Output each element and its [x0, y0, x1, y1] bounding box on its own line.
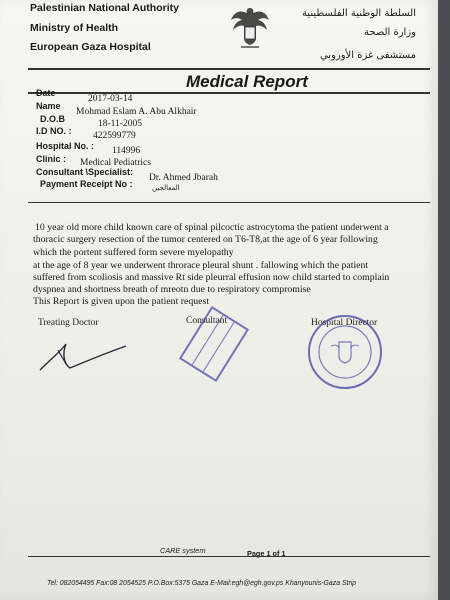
hospital-director-label: Hospital Director — [311, 318, 378, 328]
body-line-4: at the age of 8 year we underwent throrace pleural shunt . fallowing which the patient — [33, 260, 369, 271]
doctor-signature-icon — [32, 330, 132, 380]
body-line-3: which the portent suffered form severe myelopathy — [33, 247, 234, 258]
hospital-en: European Gaza Hospital — [30, 41, 151, 53]
body-line-5: suffered from scoliosis and massive Rt side pleurral effusion now child started to complain — [33, 272, 390, 283]
ministry-ar: وزارة الصحة — [364, 27, 416, 38]
authority-en: Palestinian National Authority — [30, 2, 179, 14]
field-value-id: 422599779 — [93, 131, 136, 141]
field-label-hospital-no: Hospital No. : — [36, 141, 94, 151]
field-label-id: I.D NO. : — [36, 126, 72, 136]
authority-ar: السلطة الوطنية الفلسطينية — [301, 8, 416, 19]
field-label-consultant: Consultant \Specialist: — [36, 167, 134, 177]
hospital-stamp-icon — [305, 312, 385, 392]
field-label-dob: D.O.B — [40, 114, 66, 124]
field-value-hospital-no: 114996 — [112, 146, 141, 156]
field-value-name: Mohmad Eslam A. Abu Alkhair — [76, 107, 197, 117]
treating-doctor-label: Treating Doctor — [38, 318, 99, 328]
field-label-payment: Payment Receipt No : — [40, 179, 133, 189]
body-line-2: thoracic surgery resection of the tumor centered on T6-T8,at the age of 6 year following — [33, 234, 378, 245]
field-label-name: Name — [36, 101, 61, 111]
field-value-date: 2017-03-14 — [88, 94, 133, 104]
fields-rule — [28, 202, 430, 203]
consultant-label: Consultant — [186, 316, 228, 326]
field-label-clinic: Clinic : — [36, 154, 67, 164]
footer-rule — [28, 556, 430, 557]
field-value-dob: 18-11-2005 — [98, 119, 142, 129]
field-value-clinic: Medical Pediatrics — [80, 158, 151, 168]
page-number: Page 1 of 1 — [247, 549, 286, 558]
hospital-ar: مستشفى غزة الأوروبي — [319, 50, 416, 61]
title-rule-top — [28, 68, 430, 70]
report-title: Medical Report — [186, 72, 308, 91]
field-value-consultant: Dr. Ahmed Jbarah — [149, 173, 218, 183]
eagle-emblem-icon — [228, 4, 272, 50]
field-label-date: Date — [36, 88, 56, 98]
footer-contact: Tel: 082054495 Fax:08 2054525 P.O.Box:5375 Gaza E-Mail:egh@egh.gov.ps Khanyounis-Gaza Strip — [47, 580, 357, 587]
care-system-label: CARE system — [160, 546, 206, 555]
body-line-7: This Report is given upon the patient request — [33, 296, 210, 307]
body-line-6: dyspnea and shortness breath of mreotn due to respiratory compromise — [33, 284, 311, 295]
body-line-1: 10 year old more child known care of spinal pilcoctic astrocytoma the patient underwent a — [35, 222, 389, 233]
ministry-en: Ministry of Health — [30, 22, 119, 34]
field-value-payment: المعالجين — [152, 184, 180, 192]
